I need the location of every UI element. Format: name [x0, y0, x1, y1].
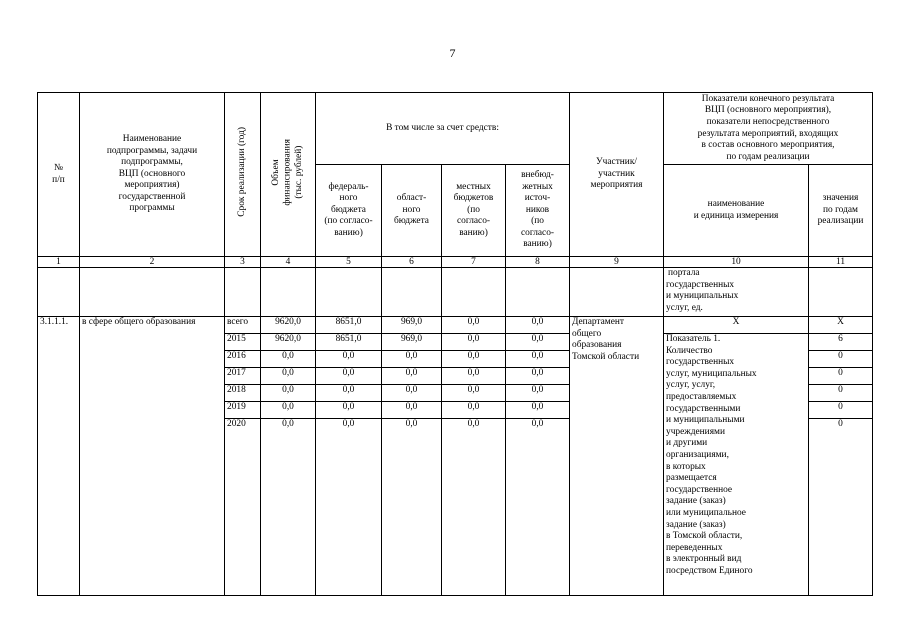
row-regional: 0,0 — [382, 402, 442, 419]
row-local: 0,0 — [442, 317, 506, 334]
col-number: 1 — [38, 257, 80, 268]
item-number: 3.1.1.1. — [38, 317, 80, 596]
row-federal: 0,0 — [316, 402, 382, 419]
header-funding-group: В том числе за счет средств: — [316, 93, 570, 165]
col-number: 6 — [382, 257, 442, 268]
col-number: 8 — [506, 257, 570, 268]
row-local: 0,0 — [442, 402, 506, 419]
row-total: 9620,0 — [261, 317, 316, 334]
col-number: 4 — [261, 257, 316, 268]
row-regional: 0,0 — [382, 351, 442, 368]
row-extrabudget: 0,0 — [506, 385, 570, 402]
header-extrabudget: внебюд- жетных источ- ников (по согласо- ванию) — [506, 165, 570, 257]
row-year: 2019 — [225, 402, 261, 419]
col-number: 9 — [570, 257, 664, 268]
row-federal: 0,0 — [316, 419, 382, 596]
row-total: 0,0 — [261, 385, 316, 402]
row-extrabudget: 0,0 — [506, 317, 570, 334]
row-year: 2018 — [225, 385, 261, 402]
row-value: 6 — [809, 334, 873, 351]
header-volume: Объем финансирования (тыс. рублей) — [261, 93, 316, 257]
row-regional: 0,0 — [382, 368, 442, 385]
row-value: 0 — [809, 385, 873, 402]
row-extrabudget: 0,0 — [506, 368, 570, 385]
header-name: Наименование подпрограммы, задачи подпрограммы, ВЦП (основного мероприятия) государственной программы — [80, 93, 225, 257]
header-regional: област- ного бюджета — [382, 165, 442, 257]
row-year: всего — [225, 317, 261, 334]
col-number: 3 — [225, 257, 261, 268]
continuation-text: портала государственных и муниципальных услуг, ед. — [664, 268, 809, 317]
row-total: 0,0 — [261, 368, 316, 385]
header-indicator-values: значения по годам реализации — [809, 165, 873, 257]
row-federal: 8651,0 — [316, 334, 382, 351]
col-number: 5 — [316, 257, 382, 268]
header-indicator-name: наименование и единица измерения — [664, 165, 809, 257]
row-regional: 969,0 — [382, 334, 442, 351]
row-local: 0,0 — [442, 368, 506, 385]
row-local: 0,0 — [442, 351, 506, 368]
row-extrabudget: 0,0 — [506, 351, 570, 368]
indicator-total: Х — [664, 317, 809, 334]
row-value: Х — [809, 317, 873, 334]
indicator-name: Показатель 1. Количество государственных услуг, муниципальных услуг, услуг, предоставляемых государственными и муниципальными учреждениями и другими организациями, в которых размещается государственное задание (заказ) или муниципальное задание (заказ) в Томской области, переведенных в электронный вид посредством Единого — [664, 334, 809, 596]
row-value: 0 — [809, 351, 873, 368]
row-year: 2020 — [225, 419, 261, 596]
item-name: в сфере общего образования — [80, 317, 225, 596]
item-participant: Департамент общего образования Томской области — [570, 317, 664, 596]
row-federal: 0,0 — [316, 351, 382, 368]
row-federal: 8651,0 — [316, 317, 382, 334]
row-value: 0 — [809, 368, 873, 385]
row-local: 0,0 — [442, 334, 506, 351]
row-regional: 0,0 — [382, 385, 442, 402]
row-year: 2015 — [225, 334, 261, 351]
row-extrabudget: 0,0 — [506, 419, 570, 596]
row-total: 0,0 — [261, 402, 316, 419]
col-number: 11 — [809, 257, 873, 268]
row-total: 9620,0 — [261, 334, 316, 351]
row-year: 2016 — [225, 351, 261, 368]
header-number: № п/п — [38, 93, 80, 257]
row-regional: 969,0 — [382, 317, 442, 334]
program-table — [37, 92, 873, 596]
header-federal: федераль- ного бюджета (по согласо- ванию) — [316, 165, 382, 257]
header-local: местных бюджетов (по согласо- ванию) — [442, 165, 506, 257]
col-number: 2 — [80, 257, 225, 268]
row-local: 0,0 — [442, 419, 506, 596]
col-number: 7 — [442, 257, 506, 268]
row-total: 0,0 — [261, 351, 316, 368]
header-participant: Участник/ участник мероприятия — [570, 93, 664, 257]
row-total: 0,0 — [261, 419, 316, 596]
row-year: 2017 — [225, 368, 261, 385]
row-local: 0,0 — [442, 385, 506, 402]
row-federal: 0,0 — [316, 385, 382, 402]
row-value: 0 — [809, 402, 873, 419]
header-indicators: Показатели конечного результата ВЦП (основного мероприятия), показатели непосредственного результата мероприятий, входящих в состав основного мероприятия, по годам реализации — [664, 93, 873, 165]
col-number: 10 — [664, 257, 809, 268]
row-federal: 0,0 — [316, 368, 382, 385]
row-extrabudget: 0,0 — [506, 334, 570, 351]
row-extrabudget: 0,0 — [506, 402, 570, 419]
header-period: Срок реализации (год) — [225, 93, 261, 257]
page-number: 7 — [449, 46, 456, 60]
row-value: 0 — [809, 419, 873, 596]
row-regional: 0,0 — [382, 419, 442, 596]
